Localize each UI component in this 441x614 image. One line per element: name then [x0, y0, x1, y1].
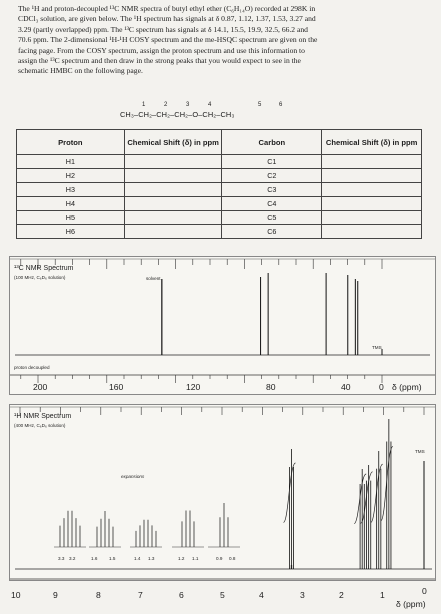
h1-axis-unit: δ (ppm) [396, 599, 426, 609]
h1-spectrum-title: ¹H NMR Spectrum [14, 413, 72, 420]
expansion-tick: 3.3 [58, 556, 65, 561]
c13-tick-label: 0 [379, 382, 384, 392]
intro-line: 70.6 ppm. The 2-dimensional ¹H-¹H COSY spectrum and the me-HSQC spectrum are given on the [18, 35, 318, 45]
h1-tick-label: 0 [422, 586, 427, 596]
c-shift-input-cell[interactable] [322, 169, 422, 183]
atom-number: 6 [279, 102, 283, 108]
c13-tick-label: 120 [186, 382, 201, 392]
atom-number: 3 [186, 102, 190, 108]
carbon-cell: C6 [222, 225, 322, 239]
h-shift-input-cell[interactable] [124, 225, 222, 239]
h1-tick-label: 4 [259, 590, 264, 600]
proton-decoupled-label: proton decoupled [14, 365, 50, 370]
table-row [17, 155, 422, 169]
table-header-row [17, 130, 422, 155]
expansion-tick: 1.6 [91, 556, 98, 561]
intro-line: facing page. From the COSY spectrum, assign the proton spectrum and use this information to [18, 45, 305, 55]
h-shift-input-cell[interactable] [124, 169, 222, 183]
c13-tick-label: 80 [266, 382, 276, 392]
table-row [17, 197, 422, 211]
table-row [17, 225, 422, 239]
h1-tick-label: 1 [380, 590, 385, 600]
problem-statement [18, 4, 423, 77]
c13-axis-unit: δ (ppm) [392, 382, 422, 392]
intro-line: 3.29 (partly overlapped) ppm. The ¹³C spectrum has signals at δ 14.1, 15.5, 19.9, 32.5, 66.2 and [18, 24, 308, 34]
atom-number: 5 [258, 102, 262, 108]
carbon-cell: C5 [222, 211, 322, 225]
c-shift-input-cell[interactable] [322, 155, 422, 169]
structural-formula: CH₃–CH₂–CH₂–CH₂–O–CH₂–CH₃ [120, 110, 235, 119]
expansion-tick: 1.4 [134, 556, 141, 561]
proton-cell: H1 [17, 155, 125, 169]
c13-tick-label: 160 [109, 382, 124, 392]
assignment-table [16, 129, 422, 239]
table-row [17, 211, 422, 225]
table-row [17, 169, 422, 183]
proton-cell: H4 [17, 197, 125, 211]
h1-tick-label: 2 [339, 590, 344, 600]
h1-spectrum-plot [10, 405, 435, 580]
proton-cell: H5 [17, 211, 125, 225]
c13-spectrum-subtitle: (100 MHz, C₆D₆ solution) [14, 275, 66, 280]
h1-tick-label: 7 [138, 590, 143, 600]
molecule-structure [120, 102, 320, 119]
carbon-cell: C3 [222, 183, 322, 197]
expansion-tick: 1.2 [178, 556, 185, 561]
expansion-tick: 1.5 [109, 556, 116, 561]
expansion-tick: 0.8 [229, 556, 236, 561]
header-proton: Proton [17, 130, 125, 155]
atom-number: 4 [208, 102, 212, 108]
header-carbon: Carbon [222, 130, 322, 155]
c13-tick-label: 200 [33, 382, 48, 392]
expansion-tick: 1.3 [148, 556, 155, 561]
c-shift-input-cell[interactable] [322, 183, 422, 197]
intro-line: assign the ¹³C spectrum and then draw in the strong peaks that you would expect to see in the [18, 56, 301, 66]
atom-number: 2 [164, 102, 168, 108]
h1-tick-label: 10 [11, 590, 21, 600]
h-shift-input-cell[interactable] [124, 197, 222, 211]
proton-cell: H2 [17, 169, 125, 183]
expansion-tick: 1.1 [192, 556, 199, 561]
c13-tms-label: TMS [372, 345, 382, 350]
header-h-shift: Chemical Shift (δ) in ppm [124, 130, 222, 155]
solvent-label: solvent [146, 276, 161, 281]
c13-spectrum-panel [9, 256, 436, 395]
atom-number: 1 [142, 102, 146, 108]
h1-tick-label: 9 [53, 590, 58, 600]
carbon-cell: C4 [222, 197, 322, 211]
h1-tms-label: TMS [415, 449, 425, 454]
expansion-tick: 0.9 [216, 556, 223, 561]
c13-spectrum-plot [10, 257, 435, 394]
expansions-label: expansions [121, 474, 145, 479]
intro-line: schematic HMBC on the following page. [18, 66, 143, 76]
atom-numbers [120, 102, 320, 110]
h-shift-input-cell[interactable] [124, 211, 222, 225]
c-shift-input-cell[interactable] [322, 211, 422, 225]
h1-spectrum-panel [9, 404, 436, 581]
header-c-shift: Chemical Shift (δ) in ppm [322, 130, 422, 155]
intro-line: CDCl₃ solution, are given below. The ¹H spectrum has signals at δ 0.87, 1.12, 1.37, 1.53, 3.27 and [18, 14, 316, 24]
carbon-cell: C2 [222, 169, 322, 183]
h-shift-input-cell[interactable] [124, 183, 222, 197]
c-shift-input-cell[interactable] [322, 225, 422, 239]
c-shift-input-cell[interactable] [322, 197, 422, 211]
h1-spectrum-subtitle: (400 MHz, C₆D₆ solution) [14, 423, 66, 428]
h-shift-input-cell[interactable] [124, 155, 222, 169]
c13-spectrum-title: ¹³C NMR Spectrum [14, 265, 74, 272]
proton-cell: H3 [17, 183, 125, 197]
proton-cell: H6 [17, 225, 125, 239]
carbon-cell: C1 [222, 155, 322, 169]
h1-tick-label: 6 [179, 590, 184, 600]
expansion-tick: 3.2 [69, 556, 76, 561]
h1-tick-label: 8 [96, 590, 101, 600]
intro-line: The ¹H and proton-decoupled ¹³C NMR spectra of butyl ethyl ether (C₆H₁₄O) recorded at 298K in [18, 4, 316, 13]
h1-tick-label: 3 [300, 590, 305, 600]
h1-tick-label: 5 [220, 590, 225, 600]
c13-tick-label: 40 [341, 382, 351, 392]
table-row [17, 183, 422, 197]
